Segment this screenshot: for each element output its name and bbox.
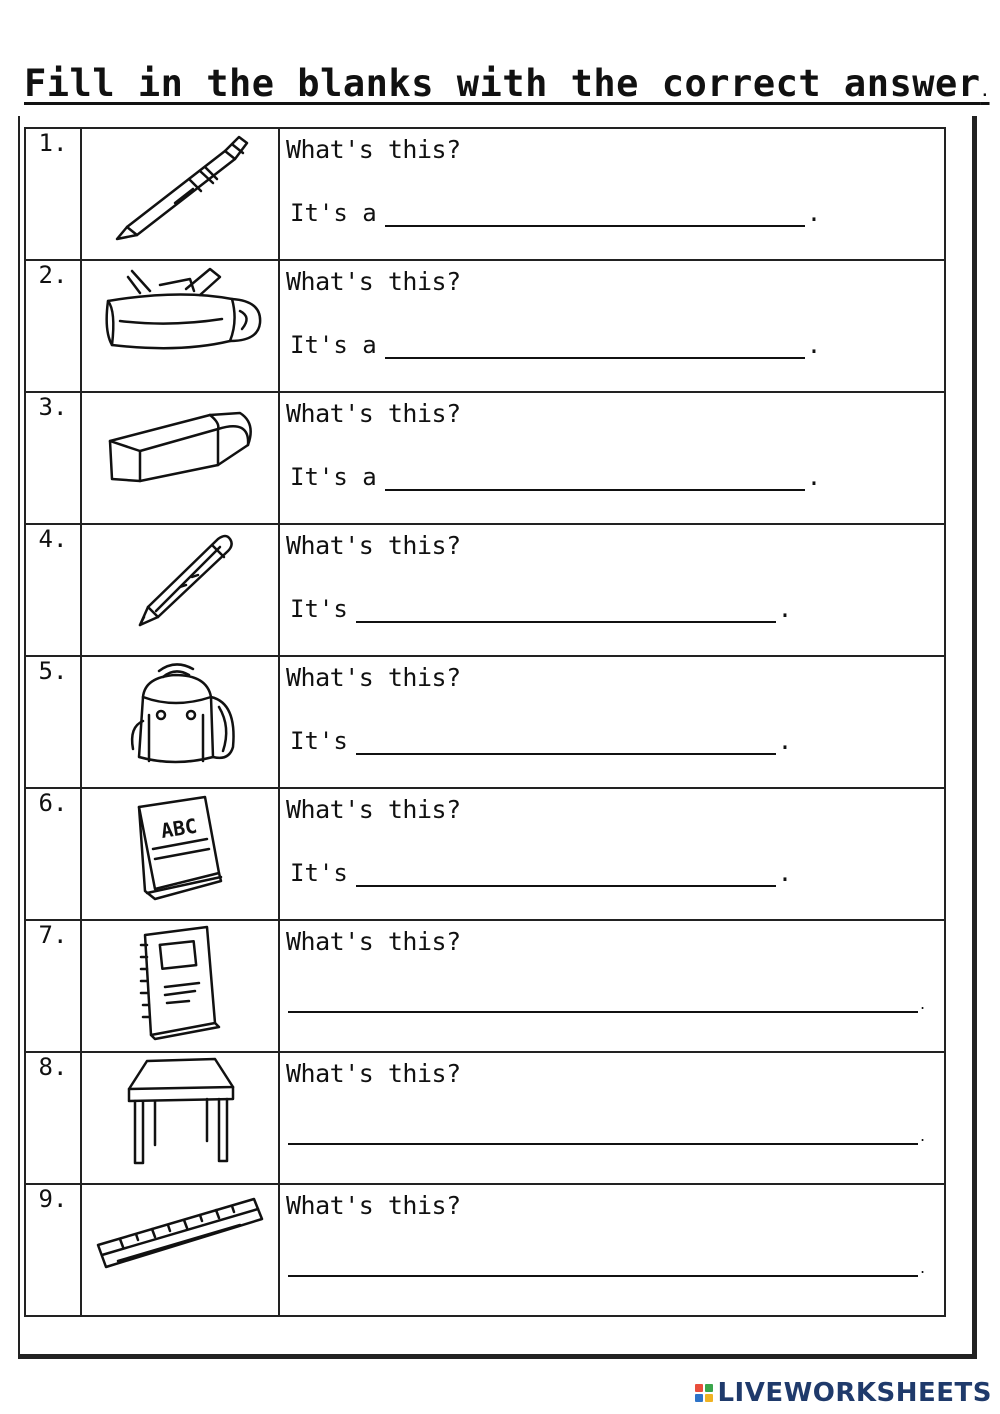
backpack-icon	[82, 657, 278, 772]
logo-tile	[705, 1394, 713, 1402]
row-number: 6.	[25, 788, 81, 920]
answer-blank[interactable]	[356, 599, 776, 623]
question-text: What's this?	[286, 267, 461, 296]
picture-cell	[81, 392, 279, 524]
question-cell	[279, 920, 945, 1052]
book-icon	[82, 789, 278, 904]
answer-line	[290, 859, 792, 887]
table-row	[25, 920, 945, 1052]
table-row	[25, 128, 945, 260]
worksheet-table	[24, 127, 946, 1317]
picture-cell	[81, 1184, 279, 1316]
answer-period: .	[920, 1258, 926, 1277]
answer-blank[interactable]	[385, 203, 805, 227]
row-number: 5.	[25, 656, 81, 788]
answer-blank[interactable]	[356, 863, 776, 887]
logo-tile	[695, 1384, 703, 1392]
logo-tile	[695, 1394, 703, 1402]
answer-period: .	[920, 1126, 926, 1145]
answer-period: .	[777, 859, 793, 887]
pencil-icon	[82, 525, 278, 635]
row-number: 1.	[25, 128, 81, 260]
answer-prefix: It's	[290, 859, 348, 887]
question-cell	[279, 1184, 945, 1316]
picture-cell	[81, 920, 279, 1052]
answer-prefix: It's a	[290, 199, 377, 227]
row-number: 2.	[25, 260, 81, 392]
liveworksheets-logo-icon	[695, 1384, 713, 1402]
answer-blank[interactable]	[385, 467, 805, 491]
picture-cell	[81, 524, 279, 656]
picture-cell	[81, 128, 279, 260]
answer-line	[290, 595, 792, 623]
question-cell	[279, 656, 945, 788]
notebook-icon	[82, 921, 278, 1041]
answer-period: .	[806, 199, 822, 227]
desk-icon	[82, 1053, 278, 1171]
answer-period: .	[777, 727, 793, 755]
table-row	[25, 260, 945, 392]
question-text: What's this?	[286, 531, 461, 560]
table-row	[25, 1184, 945, 1316]
question-cell	[279, 524, 945, 656]
question-text: What's this?	[286, 399, 461, 428]
answer-line	[290, 727, 792, 755]
question-cell	[279, 260, 945, 392]
answer-blank[interactable]	[356, 731, 776, 755]
pencil-case-icon	[82, 261, 278, 361]
answer-prefix: It's	[290, 595, 348, 623]
footer-brand: LIVEWORKSHEETS	[717, 1378, 992, 1408]
answer-prefix: It's a	[290, 331, 377, 359]
title-text: Fill in the blanks with the correct answer	[24, 62, 981, 105]
table-row	[25, 656, 945, 788]
answer-period: .	[920, 994, 926, 1013]
answer-line	[290, 463, 821, 491]
pen-icon	[82, 129, 278, 247]
row-number: 9.	[25, 1184, 81, 1316]
question-text: What's this?	[286, 663, 461, 692]
liveworksheets-footer	[695, 1378, 992, 1408]
question-text: What's this?	[286, 1191, 461, 1220]
question-text: What's this?	[286, 135, 461, 164]
answer-blank[interactable]	[288, 1253, 918, 1277]
answer-period: .	[777, 595, 793, 623]
question-cell	[279, 788, 945, 920]
table-row	[25, 1052, 945, 1184]
answer-line	[288, 1121, 925, 1145]
table-row	[25, 524, 945, 656]
question-cell	[279, 1052, 945, 1184]
question-cell	[279, 392, 945, 524]
picture-cell	[81, 1052, 279, 1184]
answer-blank[interactable]	[288, 1121, 918, 1145]
table-row	[25, 392, 945, 524]
row-number: 8.	[25, 1052, 81, 1184]
question-text: What's this?	[286, 927, 461, 956]
picture-cell	[81, 656, 279, 788]
answer-line	[290, 331, 821, 359]
title-punctuation: .	[980, 84, 990, 100]
answer-blank[interactable]	[288, 989, 918, 1013]
answer-prefix: It's a	[290, 463, 377, 491]
answer-prefix: It's	[290, 727, 348, 755]
answer-line	[288, 1253, 925, 1277]
svg-text:ABC: ABC	[159, 813, 199, 843]
question-text: What's this?	[286, 795, 461, 824]
ruler-icon	[82, 1185, 278, 1285]
worksheet-title	[24, 62, 990, 105]
table-row	[25, 788, 945, 920]
eraser-icon	[82, 393, 278, 493]
frame-border-left	[18, 116, 20, 1358]
frame-border-right	[972, 116, 977, 1358]
logo-tile	[705, 1384, 713, 1392]
answer-period: .	[806, 463, 822, 491]
answer-line	[290, 199, 821, 227]
frame-border-bottom	[18, 1354, 977, 1359]
row-number: 4.	[25, 524, 81, 656]
row-number: 7.	[25, 920, 81, 1052]
answer-line	[288, 989, 925, 1013]
answer-blank[interactable]	[385, 335, 805, 359]
row-number: 3.	[25, 392, 81, 524]
picture-cell	[81, 260, 279, 392]
question-text: What's this?	[286, 1059, 461, 1088]
question-cell	[279, 128, 945, 260]
answer-period: .	[806, 331, 822, 359]
picture-cell	[81, 788, 279, 920]
